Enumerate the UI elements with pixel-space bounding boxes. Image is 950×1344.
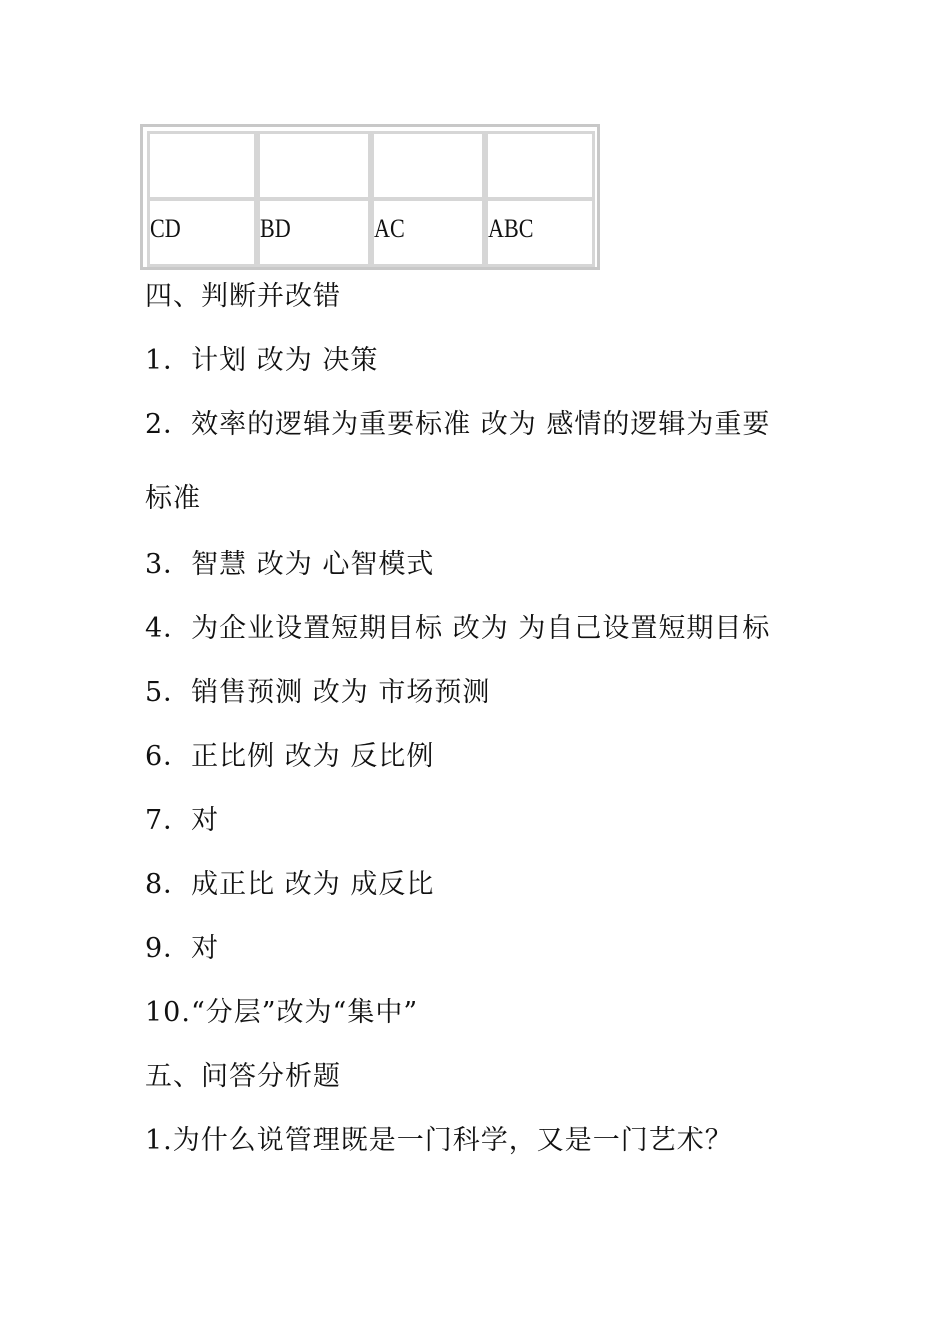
table-cell — [147, 131, 257, 201]
section-heading: 五、问答分析题 — [145, 1061, 341, 1092]
list-item: 6．正比例 改为 反比例 — [145, 741, 435, 772]
answer-text: CD — [150, 214, 181, 243]
list-item: 3．智慧 改为 心智模式 — [145, 549, 435, 580]
table-cell — [371, 131, 485, 201]
table-cell — [485, 131, 595, 201]
list-item: 5．销售预测 改为 市场预测 — [145, 677, 491, 708]
section-heading: 四、判断并改错 — [145, 281, 341, 312]
list-item: 2．效率的逻辑为重要标准 改为 感情的逻辑为重要 — [145, 409, 771, 440]
answer-text: ABC — [488, 214, 534, 243]
list-item: 10.“分层”改为“集中” — [145, 997, 419, 1028]
table-cell — [257, 197, 371, 267]
list-item: 标准 — [145, 483, 201, 514]
table-cell — [485, 197, 595, 267]
answer-table — [140, 124, 600, 270]
list-item: 8．成正比 改为 成反比 — [145, 869, 435, 900]
list-item: 9．对 — [145, 933, 220, 964]
table-cell — [371, 197, 485, 267]
list-item: 1．计划 改为 决策 — [145, 345, 379, 376]
list-item: 7．对 — [145, 805, 220, 836]
answer-text: AC — [374, 214, 405, 243]
table-cell — [147, 197, 257, 267]
answer-text: BD — [260, 214, 291, 243]
question-text: 1.为什么说管理既是一门科学，又是一门艺术？ — [145, 1125, 733, 1156]
list-item: 4．为企业设置短期目标 改为 为自己设置短期目标 — [145, 613, 771, 644]
table-cell — [257, 131, 371, 201]
